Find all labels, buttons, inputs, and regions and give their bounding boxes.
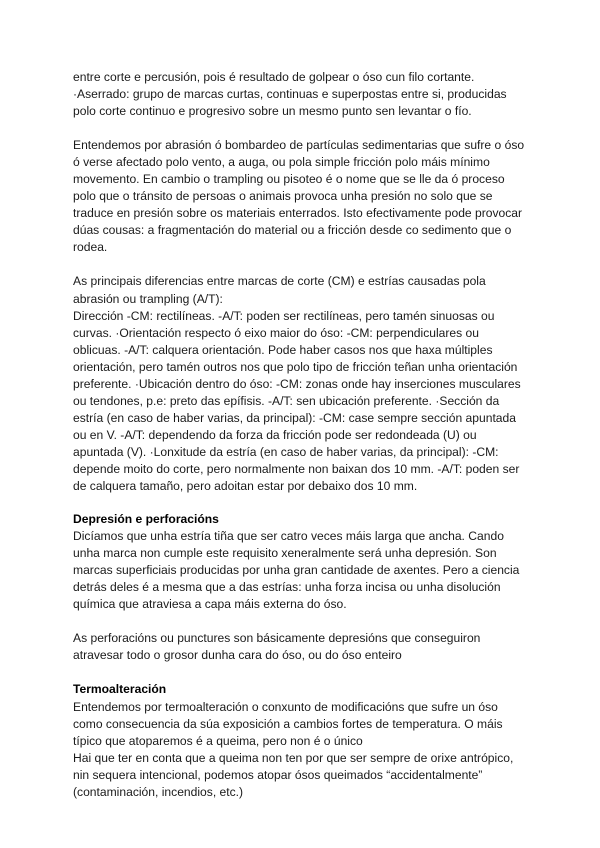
text-line: abrasión ou trampling (A/T): [73, 291, 223, 306]
text-line: dúas cousas: a fragmentación do material ou a fricción desde co sedimento que o [73, 223, 512, 238]
text-line: como consecuencia da súa exposición a cambios fortes de temperatura. O máis [73, 716, 503, 731]
paragraph-aserrado [73, 69, 528, 120]
text-line: típico que atoparemos é a queima, pero non é o único [73, 733, 363, 748]
paragraph-gap [73, 664, 528, 681]
text-line: As principais diferencias entre marcas de corte (CM) e estrías causadas pola [73, 274, 486, 289]
paragraph-perforacions [73, 630, 528, 664]
text-line: estría (en caso de haber varias, da principal): -CM: case sempre sección apuntada [73, 410, 516, 425]
text-line: Dicíamos que unha estría tiña que ser catro veces máis larga que ancha. Cando [73, 529, 504, 544]
text-line: (contaminación, incendios, etc.) [73, 784, 244, 799]
text-line: curvas. ·Orientación respecto ó eixo maior do óso: -CM: perpendiculares ou [73, 325, 480, 340]
text-line: apuntada (V). ·Lonxitude da estría (en caso de haber varias, da principal): -CM: [73, 444, 499, 459]
text-line: marcas superficiais producidas por unha gran cantidade de axentes. Pero a ciencia [73, 563, 520, 578]
paragraph-differences [73, 273, 528, 495]
text-line: unha marca non cumple este requisito xeneralmente será unha depresión. Son [73, 546, 497, 561]
paragraph-termoalteracion [73, 699, 528, 801]
text-line: polo que o tránsito de persoas o animais provoca unha presión no solo que se [73, 189, 493, 204]
text-line: detrás deles é a mesma que a das estrías: unha forza incisa ou unha disolución [73, 580, 501, 595]
text-line: de calquera tamaño, pero adoitan estar por debaixo dos 10 mm. [73, 479, 418, 494]
text-line: química que atraviesa a capa máis externa do óso. [73, 597, 347, 612]
text-line: Dirección -CM: rectilíneas. -A/T: poden ser rectilíneas, pero tamén sinuosas ou [73, 308, 495, 323]
paragraph-gap [73, 256, 528, 273]
text-line: ou tendones, p.e: preto das epífisis. -A/T: sen ubicación preferente. ·Sección da [73, 393, 500, 408]
paragraph-abrasion [73, 137, 528, 256]
paragraph-gap [73, 120, 528, 137]
text-line: entre corte e percusión, pois é resultado de golpear o óso cun filo cortante. [73, 70, 475, 84]
text-line: As perforacións ou punctures son básicamente depresións que conseguiron [73, 631, 481, 646]
text-line: movemento. En cambio o trampling ou pisoteo é o nome que se lle da ó proceso [73, 172, 505, 187]
text-line: nin sequera intencional, podemos atopar ósos queimados “accidentalmente” [73, 767, 483, 782]
section-heading-termoalteracion: Termoalteración [73, 682, 167, 697]
text-line: ou en V. -A/T: dependendo da forza da fricción pode ser redondeada (U) ou [73, 427, 477, 442]
text-line: rodea. [73, 240, 108, 255]
text-line: atravesar todo o grosor dunha cara do óso, ou do óso enteiro [73, 648, 402, 663]
section-heading-depresion: Depresión e perforacións [73, 512, 219, 527]
text-line: polo corte continuo e progresivo sobre un mesmo punto sen levantar o fío. [73, 104, 472, 119]
document-page [73, 69, 528, 801]
text-line: Entendemos por abrasión ó bombardeo de partículas sedimentarias que sufre o óso [73, 138, 525, 153]
text-line: ·Aserrado: grupo de marcas curtas, continuas e superpostas entre si, producidas [73, 87, 507, 102]
paragraph-gap [73, 495, 528, 511]
text-line: ó verse afectado polo vento, a auga, ou pola simple fricción polo máis mínimo [73, 155, 490, 170]
text-line: traduce en presión sobre os materiais enterrados. Isto efectivamente pode provocar [73, 206, 523, 221]
text-line: Entendemos por termoalteración o conxunto de modificacións que sufre un óso [73, 699, 498, 714]
paragraph-gap [73, 613, 528, 630]
text-line: oblicuas. -A/T: calquera orientación. Pode haber casos nos que haxa múltiples [73, 342, 493, 357]
paragraph-depresion [73, 528, 528, 613]
text-line: preferente. ·Ubicación dentro do óso: -CM: zonas onde hay inserciones musculares [73, 376, 521, 391]
text-line: Hai que ter en conta que a queima non ten por que ser sempre de orixe antrópico, [73, 750, 514, 765]
text-line: orientación, pero tamén outros nos que polo tipo de fricción teñan unha orientación [73, 359, 518, 374]
text-line: depende moito do corte, pero normalmente non baixan dos 10 mm. -A/T: poden ser [73, 461, 520, 476]
